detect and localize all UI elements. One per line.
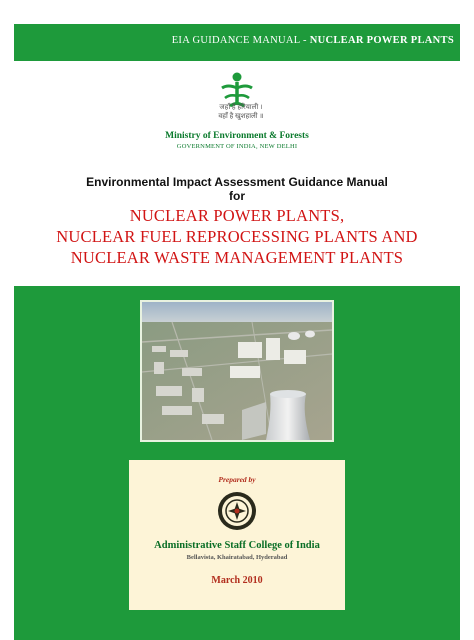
nuclear-plant-aerial-photo — [140, 300, 334, 442]
main-title — [0, 205, 474, 268]
publication-date: March 2010 — [211, 575, 263, 586]
subtitle-line-1: Environmental Impact Assessment Guidance Manual — [86, 175, 388, 189]
main-title-line-2: NUCLEAR FUEL REPROCESSING PLANTS AND — [56, 227, 418, 246]
college-emblem-icon — [216, 489, 258, 533]
motto-line-2: वहाँ है खुशहाली ॥ — [218, 112, 264, 120]
motto-line-1: जहाँ है हरियाली । — [219, 103, 263, 111]
prepared-by-label: Prepared by — [218, 475, 256, 484]
government-name: GOVERNMENT OF INDIA, NEW DELHI — [176, 143, 298, 150]
ministry-name: Ministry of Environment & Forests — [165, 131, 309, 141]
series-title — [172, 35, 454, 46]
aerial-photo-illustration — [142, 302, 332, 440]
college-name: Administrative Staff College of India — [154, 540, 320, 551]
main-title-line-3: NUCLEAR WASTE MANAGEMENT PLANTS — [70, 248, 404, 267]
college-address: Bellavista, Khairatabad, Hyderabad — [186, 554, 288, 561]
main-title-line-1: NUCLEAR POWER PLANTS, — [129, 206, 345, 225]
series-prefix: EIA GUIDANCE MANUAL - — [171, 35, 310, 46]
subtitle-line-2: for — [229, 189, 245, 203]
manual-subtitle — [0, 175, 474, 203]
series-name: NUCLEAR POWER PLANTS — [309, 35, 454, 46]
logo-motto — [206, 103, 276, 121]
